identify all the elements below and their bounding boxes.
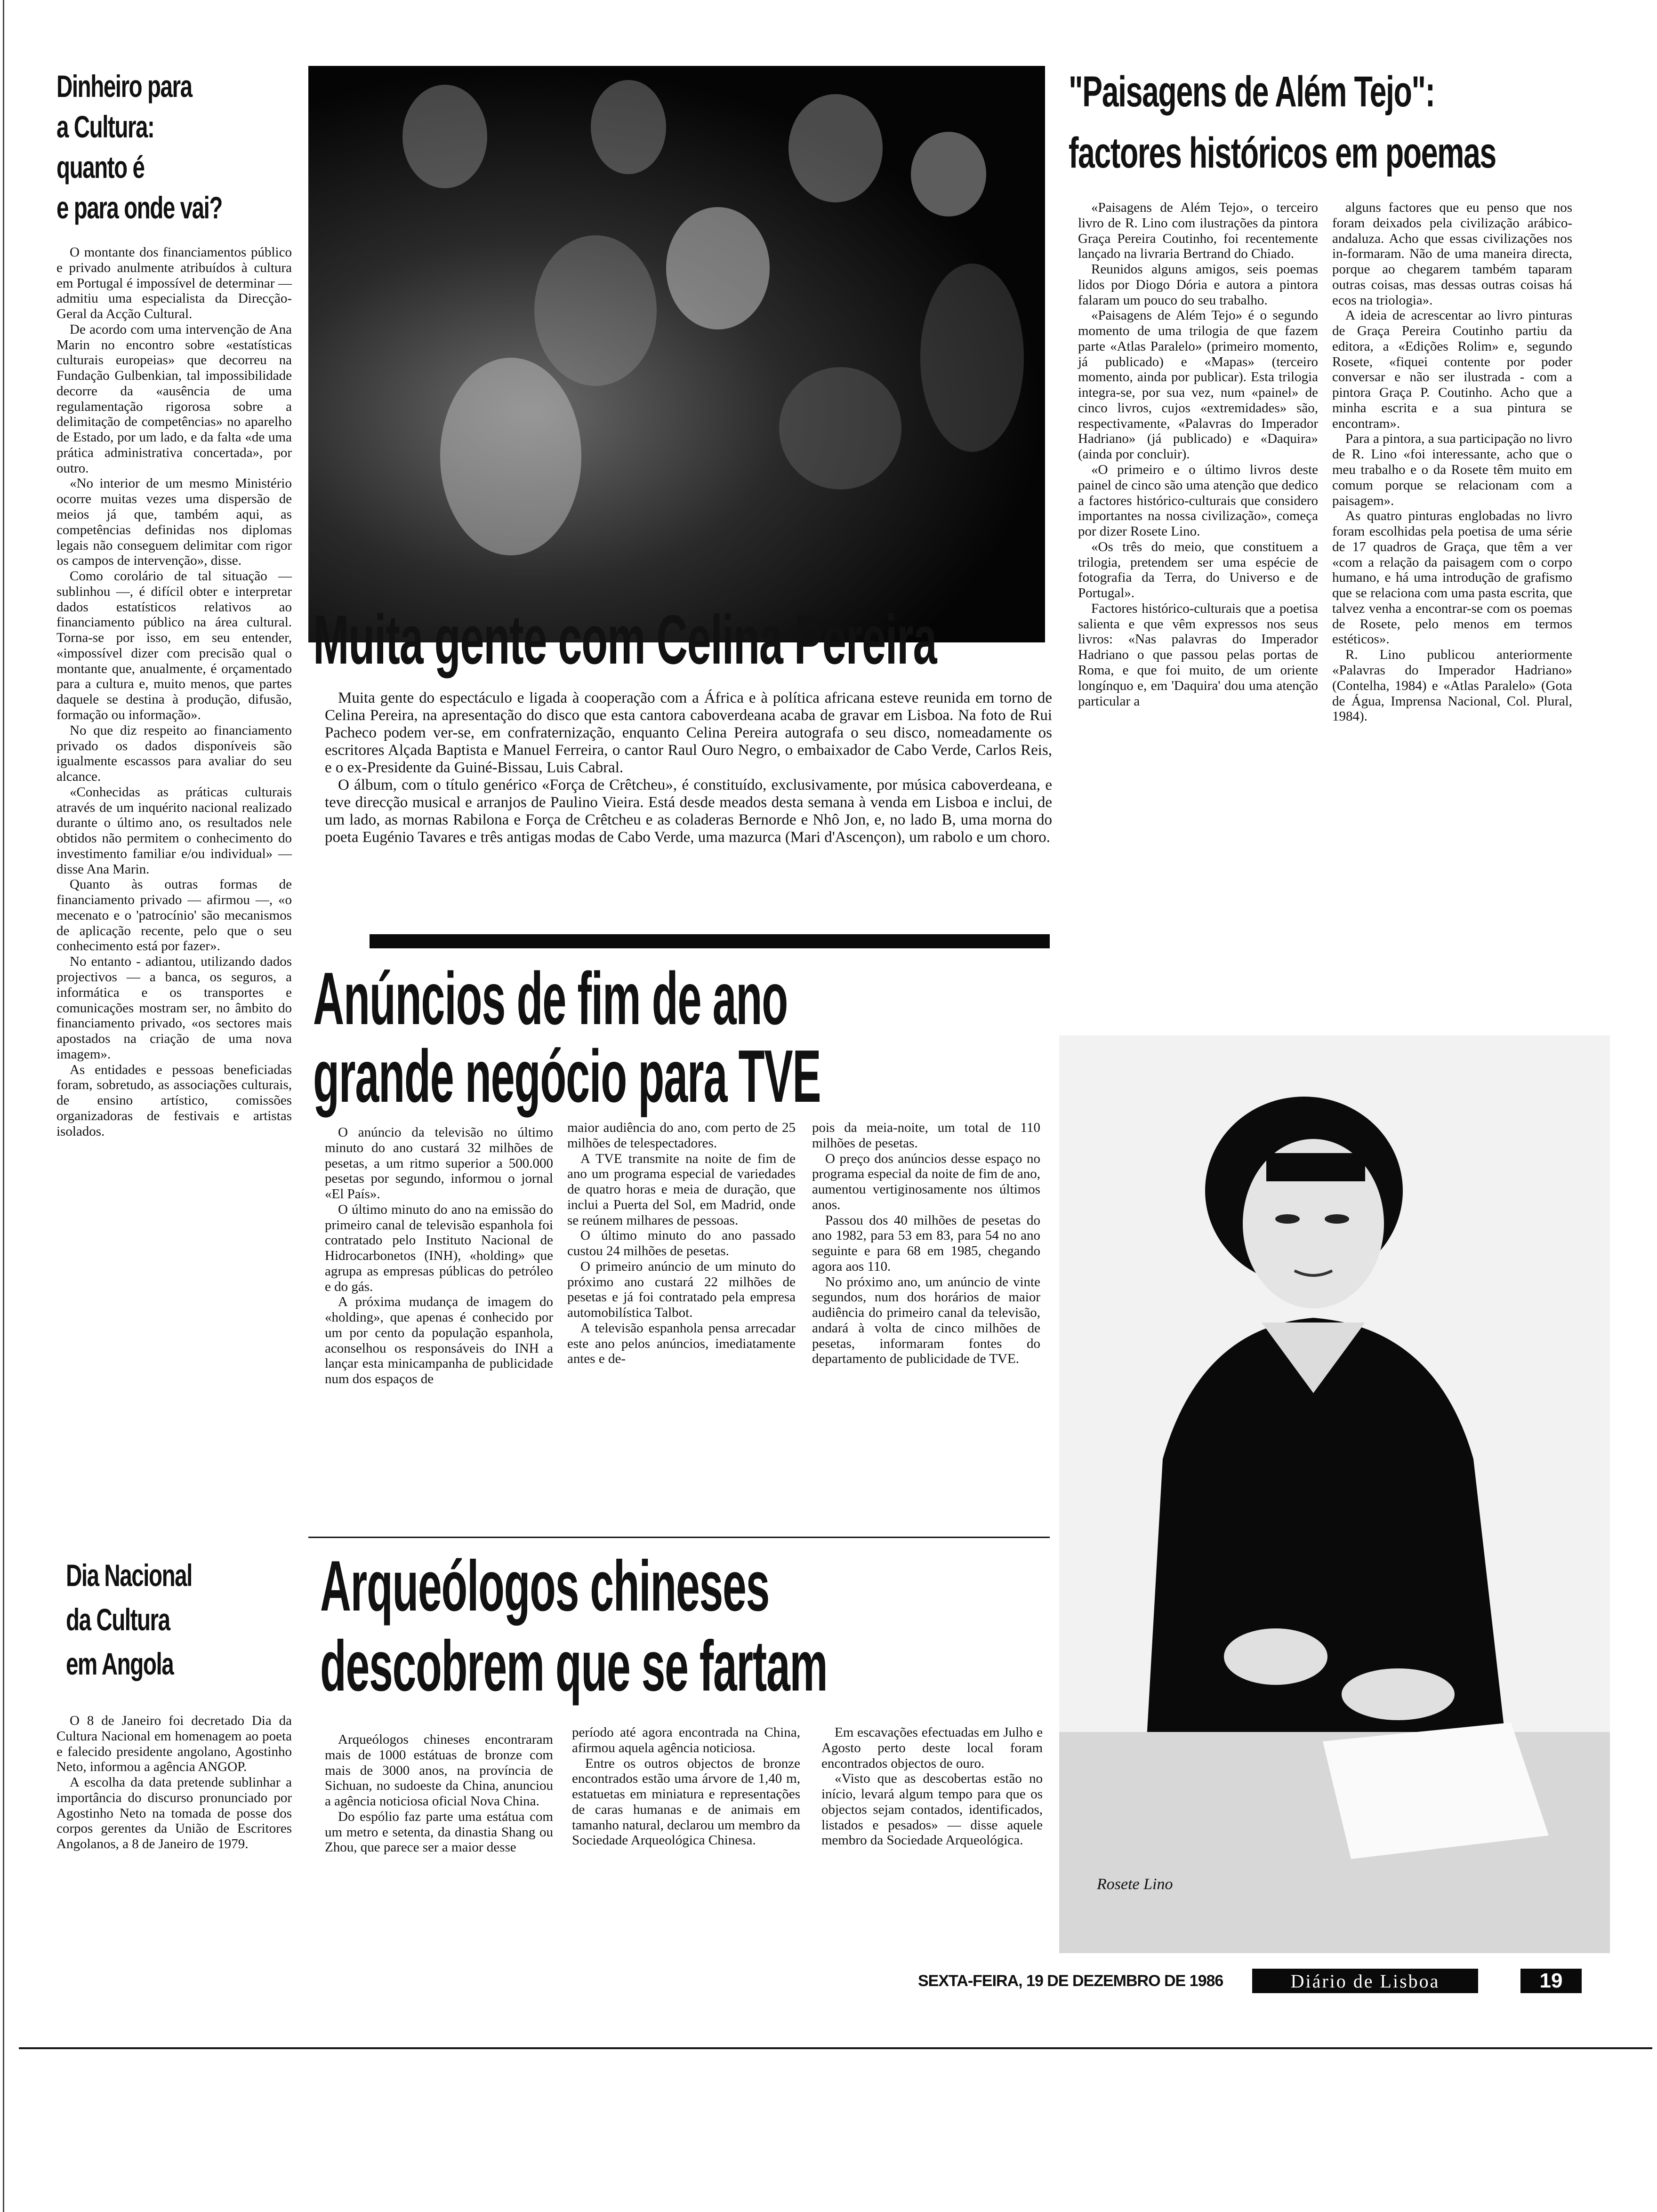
headline-arqueologos: Arqueólogos chineses descobrem que se fartam xyxy=(320,1546,828,1706)
footer-page-box xyxy=(1520,1969,1582,1993)
headline-dia-nacional: Dia Nacional da Cultura em Angola xyxy=(66,1558,192,1681)
article-celina-body: Muita gente do espectáculo e ligada à cooperação com a África e à política africana esteve reunida em torno de Celina Pereira, na apresentação do disco que esta cantora caboverdeana acaba de gravar em Lisboa. Na foto de Rui Pacheco podem ver-se, em confraternização, enquanto Celina Pereira autografa o seu disco, nomeadamente os escritores Alçada Baptista e Manuel Ferreira, o cantor Raul Ouro Negro, o embaixador de Cabo Verde, Carlos Reis, e o ex-Presidente da Guiné-Bissau, Luis Cabral. O álbum, com o título genérico «Força de Crêtcheu», é constituído, exclusivamente, por música caboverdeana, e teve direcção musical e arranjos de Paulino Vieira. Está desde meados desta semana à venda em Lisboa e inclui, de um lado, as mornas Rabilona e Força de Crêtcheu e as coladeras Bernorde e Nhô Jon, e, no lado B, uma morna do poeta Eugénio Tavares e três antigas modas de Cabo Verde, uma mazurca (Mari d'Ascençon), um rabolo e um choro. xyxy=(325,689,1052,846)
article-tve-col1: O anúncio da televisão no último minuto do ano custará 32 milhões de pesetas, a um ritmo superior a 500.000 pesetas por segundo, informou o jornal «El País». O último minuto do ano na emissão do primeiro canal de televisão espanhola foi contratado pelo Instituto Nacional de Hidrocarbonetos (INH), «holding» que agrupa as empresas públicas do petróleo e do gás. A próxima mudança de imagem do «holding», que apenas é conhecido por um por cento da população espanhola, aconselhou os responsáveis do INH a lançar esta minicampanha de publicidade num dos espaços de xyxy=(325,1125,553,1387)
headline-paisagens: "Paisagens de Além Tejo": factores históricos em poemas xyxy=(1069,68,1496,177)
left-page-edge xyxy=(3,0,4,2212)
article-tve-col2: maior audiência do ano, com perto de 25 milhões de telespectadores. A TVE transmite na noite de fim de ano um programa especial de variedades de quatro horas e meia de duração, que inclui a Puerta del Sol, em Madrid, onde se reúnem milhares de pessoas. O último minuto do ano passado custou 24 milhões de pesetas. O primeiro anúncio de um minuto do próximo ano custará 22 milhões de pesetas e já foi contratado pela empresa automobilística Talbot. A televisão espanhola pensa arrecadar este ano pelos anúncios, imediatamente antes e de- xyxy=(567,1120,796,1367)
tve-header-bar xyxy=(370,934,1050,948)
article-dia-nacional-body: O 8 de Janeiro foi decretado Dia da Cultura Nacional em homenagem ao poeta e falecido presidente angolano, Agostinho Neto, informou a agência ANGOP. A escolha da data pretende sublinhar a importância do discurso pronunciado por Agostinho Neto na tomada de posse dos corpos gerentes da União de Escritores Angolanos, a 8 de Janeiro de 1979. xyxy=(56,1713,292,1852)
footer-masthead: Diário de Lisboa xyxy=(1290,1970,1440,1992)
bottom-page-rule xyxy=(19,2047,1652,2049)
photo-celina-pereira xyxy=(308,66,1045,642)
article-arqueologos-col2: período até agora encontrada na China, afirmou aquela agência noticiosa. Entre os outros objectos de bronze encontrados estão uma árvore de 1,40 m, estatuetas em miniatura e representações de caras humanas e de animais em tamanho natural, declarou um membro da Sociedade Arqueológica Chinesa. xyxy=(572,1725,800,1848)
article-paisagens-col2: alguns factores que eu penso que nos foram deixados pela civilização arábico-andaluza. Acho que essas civilizações nos in-formaram. Não de uma maneira directa, porque ao chegarem também taparam outras coisas, mas dessas outras coisas há ecos na triologia». A ideia de acrescentar ao livro pinturas de Graça Pereira Coutinho partiu da editora, a «Edições Rolim» e, segundo Rosete, «fiquei contente por poder conversar e não ser ilustrada - com a pintora Graça P. Coutinho. Acho que a minha escrita e a sua pintura se encontram». Para a pintora, a sua participação no livro de R. Lino «foi interessante, acho que o meu trabalho e o da Rosete têm muito em comum porque se relacionam com a paisagem». As quatro pinturas englobadas no livro foram escolhidas pela poetisa de uma série de 17 quadros de Graça, que têm a ver «com a relação da paisagem com o corpo humano, e há uma introdução de grafismo que se relaciona com uma pasta escrita, que talvez venha a encontrar-se com os poemas de Rosete, pelo menos em termos estéticos». R. Lino publicou anteriormente «Palavras do Imperador Hadriano» (Contelha, 1984) e «Atlas Paralelo» (Gota de Água, Imprensa Nacional, Col. Plural, 1984). xyxy=(1332,200,1572,724)
article-dinheiro-body: O montante dos financiamentos público e privado anulmente atribuídos à cultura em Portugal é impossível de determinar — admitiu uma especialista da Direcção-Geral da Acção Cultural. De acordo com uma intervenção de Ana Marin no encontro sobre «estatísticas culturais europeias» que decorreu na Fundação Gulbenkian, tal impossibilidade decorre da «ausência de uma regulamentação rigorosa sobre a delimitação de competências» no aparelho de Estado, por um lado, e da falta «de uma prática administrativa concertada», por outro. «No interior de um mesmo Ministério ocorre muitas vezes uma dispersão de meios já que, também aqui, as competências definidas nos diplomas legais não conseguem delimitar com rigor os campos de intervenção», disse. Como corolário de tal situação — sublinhou —, é difícil obter e interpretar dados estatísticos relativos ao financiamento público na área cultural. Torna-se por isso, em seu entender, «impossível dizer com precisão qual o montante que, anualmente, é orçamentado para a cultura e, muito menos, que partes daquele se destina à produção, difusão, formação ou informação». No que diz respeito ao financiamento privado os dados disponíveis são igualmente escassos para avaliar do seu alcance. «Conhecidas as práticas culturais através de um inquérito nacional realizado durante o último ano, os resultados nele obtidos não permitem o conhecimento do investimento familiar e/ou individual» — disse Ana Marin. Quanto às outras formas de financiamento privado — afirmou —, «o mecenato e o 'patrocínio' são mecanismos de aplicação recente, pelo que o seu conhecimento está por fazer». No entanto - adiantou, utilizando dados projectivos — a banca, os seguros, a informática e os transportes e comunicações mostram ser, no âmbito do financiamento privado, «os sectores mais apostados na criação de uma nova imagem». As entidades e pessoas beneficiadas foram, sobretudo, as associações culturais, de ensino artístico, comissões organizadoras de festivais e artistas isolados. xyxy=(56,245,292,1139)
article-paisagens-col1: «Paisagens de Além Tejo», o terceiro livro de R. Lino com ilustrações da pintora Graça Pereira Coutinho, foi recentemente lançado na livraria Bertrand do Chiado. Reunidos alguns amigos, seis poemas lidos por Diogo Dória e autora a pintora falaram um pouco do seu trabalho. «Paisagens de Além Tejo» é o segundo momento de uma trilogia de que fazem parte «Atlas Paralelo» (primeiro momento, já publicado) e «Mapas» (terceiro momento, ainda por publicar). Esta trilogia integra-se, por sua vez, num «painel» de cinco livros, cujos «extremidades» são, respectivamente, «Palavras do Imperador Hadriano» (já publicado) e «Daquira» (ainda por concluir). «O primeiro e o último livros deste painel de cinco são uma atenção que dedico a factores histórico-culturais que considero importantes na nossa civilização», começa por dizer Rosete Lino. «Os três do meio, que constituem a trilogia, pretendem ser uma espécie de fotografia da Terra, do Universo e de Portugal». Factores histórico-culturais que a poetisa salienta e que vêm expressos nos seus livros: «Nas palavras do Imperador Hadriano o que passou pelas portas de Roma, e que foi muito, de um oriente longínquo e, em 'Daquira' dou uma atenção particular a xyxy=(1078,200,1318,709)
left-column xyxy=(52,66,297,228)
article-tve-col3: pois da meia-noite, um total de 110 milhões de pesetas. O preço dos anúncios desse espaço no programa especial da noite de fim de ano, aumentou vertiginosamente nos últimos anos. Passou dos 40 milhões de pesetas do ano 1982, para 53 em 83, para 54 no ano seguinte e para 68 em 1985, chegando agora aos 110. No próximo ano, um anúncio de vinte segundos, num dos horários de maior audiência do primeiro canal da televisão, andará à volta de cinco milhões de pesetas, informaram fontes do departamento de publicidade de TVE. xyxy=(812,1120,1040,1367)
footer-page-number: 19 xyxy=(1539,1969,1563,1992)
headline-dinheiro: Dinheiro para a Cultura: quanto é e para onde vai? xyxy=(56,69,222,225)
photo-rosete-lino xyxy=(1059,1035,1610,1953)
footer-date: SEXTA-FEIRA, 19 DE DEZEMBRO DE 1986 xyxy=(918,1972,1223,1990)
headline-tve: Anúncios de fim de ano grande negócio para TVE xyxy=(313,957,821,1118)
article-arqueologos-col1: Arqueólogos chineses encontraram mais de 1000 estátuas de bronze com mais de 3000 anos, na província de Sichuan, no sudoeste da China, anunciou a agência noticiosa oficial Nova China. Do espólio faz parte uma estátua com um metro e setenta, da dinastia Shang ou Zhou, que parece ser a maior desse xyxy=(325,1732,553,1855)
footer-masthead-bar xyxy=(1252,1969,1478,1993)
headline-celina: Muita gente com Celina Pereira xyxy=(313,601,937,679)
arqueologos-top-rule xyxy=(308,1537,1050,1538)
portrait-illustration xyxy=(1059,1035,1610,1953)
caption-rosete-lino: Rosete Lino xyxy=(1097,1875,1173,1893)
article-arqueologos-col3: Em escavações efectuadas em Julho e Agosto perto deste local foram encontrados objectos de ouro. «Visto que as descobertas estão no início, levará algum tempo para que os objectos sejam contados, identificados, listados e pesados» — disse aquele membro da Sociedade Arqueológica. xyxy=(821,1725,1043,1848)
